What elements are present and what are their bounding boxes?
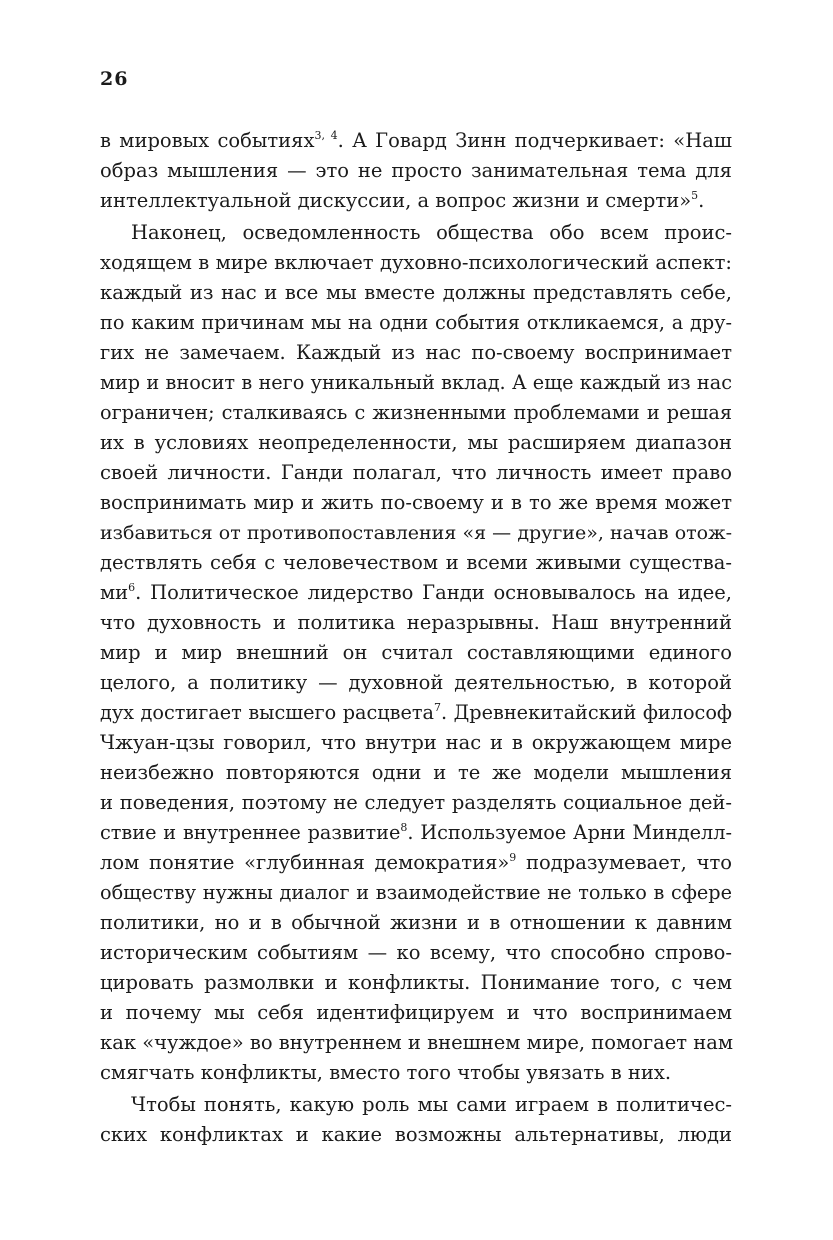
body-text — [100, 126, 732, 1150]
text-line: политики, но и в обычной жизни и в отношении к давним — [100, 911, 732, 934]
text-line: воспринимать мир и жить по-своему и в то же время может — [100, 491, 732, 514]
text-line: и почему мы себя идентифицируем и что воспринимаем — [100, 1001, 732, 1024]
text-line: как «чуждое» во внутреннем и внешнем мире, помогает нам — [100, 1031, 734, 1054]
text-line: историческим событиям — ко всему, что способно спрово- — [100, 941, 732, 964]
text-line: лом понятие «глубинная демократия»$^9$ подразумевает, что — [100, 851, 732, 874]
text-line: каждый из нас и все мы вместе должны представлять себе, — [100, 281, 732, 304]
text-line: избавиться от противопоставления «я — другие», начав отож- — [100, 522, 732, 544]
text-line: Наконец, осведомленность общества обо всем проис- — [131, 221, 732, 244]
text-line: их в условиях неопределенности, мы расширяем диапазон — [100, 431, 732, 454]
text-line: по каким причинам мы на одни события откликаемся, а дру- — [100, 311, 732, 334]
text-line: дествлять себя с человечеством и всеми живыми существа- — [100, 551, 732, 574]
page-number: 26 — [100, 68, 129, 90]
footnote-ref: 9 — [509, 851, 517, 864]
text-line: ских конфликтах и какие возможны альтернативы, люди — [100, 1123, 732, 1146]
text-line: мир и вносит в него уникальный вклад. А еще каждый из нас — [100, 371, 732, 394]
text-line: гих не замечаем. Каждый из нас по-своему воспринимает — [100, 341, 732, 364]
text-line: обществу нужны диалог и взаимодействие не только в сфере — [100, 881, 732, 904]
text-line: что духовность и политика неразрывны. Наш внутренний — [100, 611, 732, 634]
text-line: $ми^6$. Политическое лидерство Ганди основывалось на идее, — [100, 581, 732, 604]
text-line: дух достигает высшего расцвета$^7$. Древнекитайский философ — [100, 701, 732, 724]
text-line: и поведения, поэтому не следует разделять социальное дей- — [100, 791, 732, 814]
text-line: ходящем в мире включает духовно-психологический аспект: — [100, 251, 732, 274]
text-line: смягчать конфликты, вместо того чтобы увязать в них. — [100, 1061, 672, 1084]
text-line: мир и мир внешний он считал составляющими единого — [100, 641, 732, 664]
text-line: неизбежно повторяются одни и те же модели мышления — [100, 761, 732, 784]
text-line: целого, а политику — духовной деятельностью, в которой — [100, 671, 732, 694]
footnote-ref: 7 — [434, 701, 442, 714]
text-line: ограничен; сталкиваясь с жизненными проблемами и решая — [100, 401, 732, 424]
text-line: ствие и внутреннее развитие$^8$. Используемое Арни Минделл- — [100, 821, 732, 844]
text-line: цировать размолвки и конфликты. Понимание того, с чем — [100, 971, 732, 994]
text-line: интеллектуальной дискуссии, а вопрос жизни и смерти»$^5$. — [100, 189, 705, 212]
text-line: Чтобы понять, какую роль мы сами играем в политичес- — [131, 1093, 732, 1116]
footnote-ref: 5 — [691, 189, 699, 202]
footnote-ref: 3, 4 — [314, 129, 338, 142]
text-line: в мировых событиях$^{3, 4}$. А Говард Зинн подчеркивает: «Наш — [100, 129, 732, 152]
text-line: своей личности. Ганди полагал, что личность имеет право — [100, 461, 732, 484]
text-line: образ мышления — это не просто занимательная тема для — [100, 159, 732, 182]
text-line: Чжуан-цзы говорил, что внутри нас и в окружающем мире — [100, 731, 732, 754]
footnote-ref: 8 — [400, 821, 408, 834]
footnote-ref: 6 — [128, 581, 136, 594]
